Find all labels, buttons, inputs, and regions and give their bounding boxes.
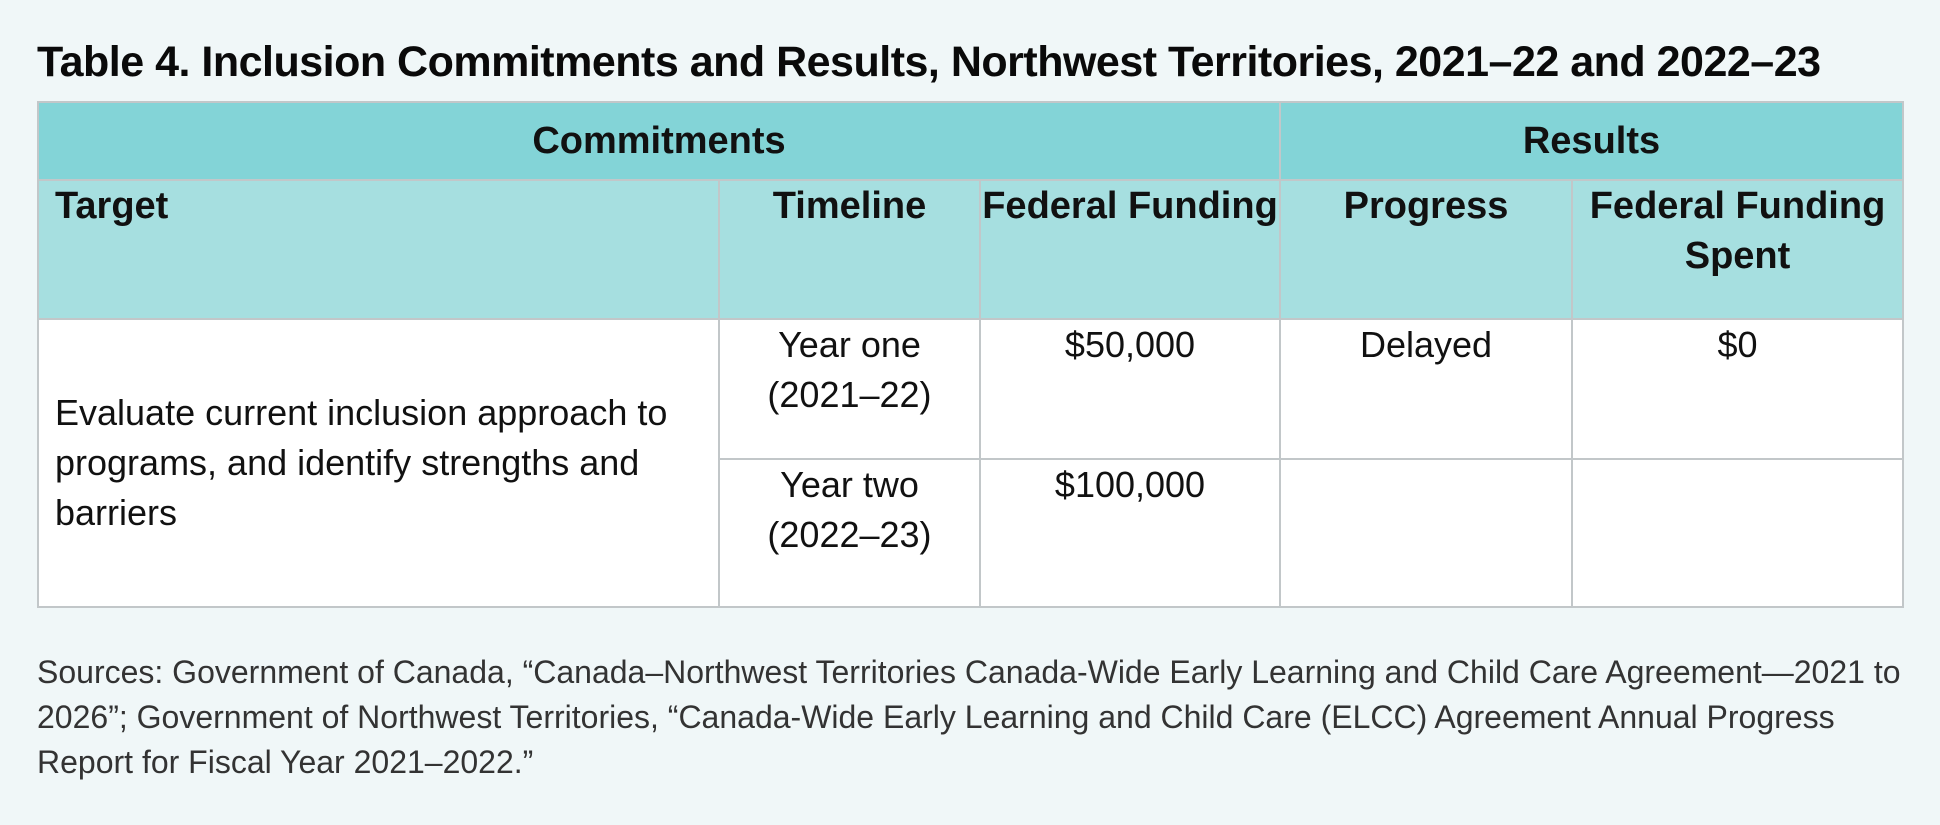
timeline-cell: Year two (2022–23) [719,459,980,607]
funding-spent-cell [1572,459,1903,607]
table-row [38,319,1903,459]
progress-cell: Delayed [1280,319,1572,459]
progress-cell [1280,459,1572,607]
column-header-funding-spent: Federal Funding Spent [1572,180,1903,319]
funding-spent-cell: $0 [1572,319,1903,459]
column-header-target: Target [38,180,719,319]
federal-funding-cell: $100,000 [980,459,1280,607]
group-header-commitments: Commitments [38,102,1280,180]
federal-funding-cell: $50,000 [980,319,1280,459]
column-header-row [38,180,1903,319]
column-header-progress: Progress [1280,180,1572,319]
inclusion-commitments-table [37,101,1904,608]
timeline-cell: Year one (2021–22) [719,319,980,459]
column-header-timeline: Timeline [719,180,980,319]
column-header-federal-funding: Federal Funding [980,180,1280,319]
target-cell: Evaluate current inclusion approach to programs, and identify strengths and barriers [38,319,719,607]
group-header-results: Results [1280,102,1903,180]
sources-note: Sources: Government of Canada, “Canada–Northwest Territories Canada-Wide Early Learning and Child Care Agreement—2021 to 2026”; Government of Northwest Territories, “Canada-Wide Early Learning and Child Care (ELCC) Agreement Annual Progress Report for Fiscal Year 2021–2022.” [37,654,1901,780]
table-title: Table 4. Inclusion Commitments and Results, Northwest Territories, 2021–22 and 2022–23 [37,38,1821,86]
group-header-row [38,102,1903,180]
